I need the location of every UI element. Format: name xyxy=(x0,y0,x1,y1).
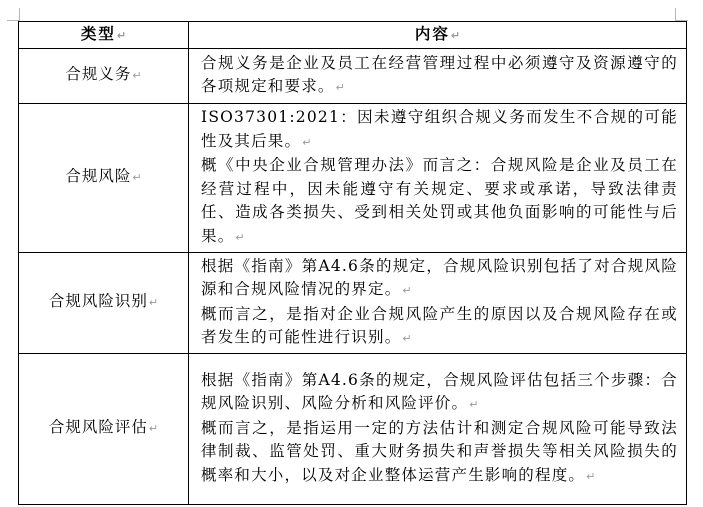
type-cell[interactable]: 合规风险评估↵ xyxy=(19,353,189,504)
content-cell[interactable] xyxy=(189,48,687,103)
content-paragraph: 概而言之，是指运用一定的方法估计和测定合规风险可能导致法律制裁、监管处罚、重大财务损失和声誉损失等相关风险损失的概率和大小，以及对企业整体运营产生影响的程度。↵ xyxy=(201,418,678,484)
header-type[interactable]: 类型↵ xyxy=(19,22,189,49)
content-paragraph: 概《中央企业合规管理办法》而言之：合规风险是企业及员工在经营过程中，因未能遵守有关规定、要求或承诺，导致法律责任、造成各类损失、受到相关处罚或其他负面影响的可能性与后果。↵ xyxy=(201,156,678,245)
content-paragraph: 根据《指南》第A4.6条的规定，合规风险识别包括了对合规风险源和合规风险情况的界定。↵ xyxy=(201,256,678,298)
content-paragraph: 根据《指南》第A4.6条的规定，合规风险评估包括三个步骤：合规风险识别、风险分析和风险评价。↵ xyxy=(201,370,678,413)
compliance-definitions-table xyxy=(18,21,687,505)
type-cell[interactable]: 合规风险识别↵ xyxy=(19,252,189,353)
page-corner-mark-left xyxy=(7,8,20,21)
content-cell[interactable] xyxy=(189,252,687,353)
content-cell[interactable] xyxy=(189,353,687,504)
page-corner-mark-right xyxy=(675,8,688,21)
content-cell[interactable] xyxy=(189,103,687,252)
table-row xyxy=(19,48,687,103)
table-row xyxy=(19,353,687,504)
table-row xyxy=(19,252,687,353)
type-cell[interactable]: 合规风险↵ xyxy=(19,103,189,252)
content-paragraph: ISO37301:2021：因未遵守组织合规义务而发生不合规的可能性及其后果。↵ xyxy=(201,108,678,150)
content-paragraph: 合规义务是企业及员工在经营管理过程中必须遵守及资源遵守的各项规定和要求。↵ xyxy=(201,53,678,95)
table-header-row xyxy=(19,22,687,49)
header-content[interactable]: 内容↵ xyxy=(189,22,687,49)
table-row xyxy=(19,103,687,252)
type-cell[interactable]: 合规义务↵ xyxy=(19,48,189,103)
content-paragraph: 概而言之，是指对企业合规风险产生的原因以及合规风险存在或者发生的可能性进行识别。↵ xyxy=(201,304,678,346)
